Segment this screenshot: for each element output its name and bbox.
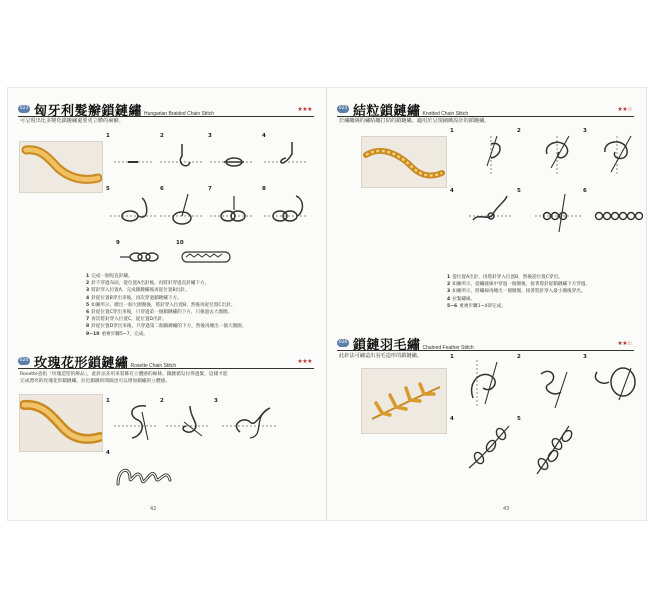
section-title: 鎖鏈羽毛繡 Chained Feather Stitch — [353, 338, 474, 353]
right-page — [327, 88, 646, 520]
step-number: 3 — [583, 354, 587, 360]
section-header — [327, 336, 646, 354]
instruction-item: 1 從位置A出針，再將針穿入位置B，然後從位置C穿出。 — [447, 275, 563, 280]
step-number: 2 — [517, 128, 521, 134]
left-page — [8, 88, 326, 520]
page-number: 43 — [503, 506, 510, 512]
step-number: 4 — [106, 450, 110, 456]
instruction-item: 3 將針穿入位置A，完成鎖鏈繡後再從位置B出針。 — [86, 288, 190, 294]
step-diagram-3 — [597, 132, 647, 180]
header-rule — [337, 350, 634, 351]
step-diagram-7 — [208, 192, 258, 234]
section-title: 玫瑰花形鎖鏈繡 Rosette Chain Stitch — [34, 356, 177, 371]
section-title: 匈牙利髮辮鎖鏈繡 Hungarian Braided Chain Stitch — [34, 104, 215, 119]
section-description: 可呈現出比多變化鎖鏈繡還要更立體的麻辮。 — [20, 118, 124, 124]
instruction-item: 8 針從位置D穿出來後，只穿過第二個鎖鏈繡的下方，然後再總出一個大圈圈。 — [86, 324, 247, 330]
section-description: 此針法可繡造出羽毛造形的鎖鏈繡。 — [339, 353, 423, 359]
step-diagram-3 — [589, 358, 645, 410]
step-number: 1 — [450, 128, 454, 134]
difficulty-stars: ★★☆ — [617, 340, 632, 347]
step-diagram-4 — [262, 140, 312, 180]
section-knotted-chain — [327, 96, 646, 336]
instruction-item: 2 如圖所示，從繡縫線中穿過一個圈後，接著將針從鎖鏈繡下方穿過。 — [447, 282, 591, 288]
instruction-item: 3 如圖所示，將繡線再總出一個圈圈，接著將針穿入最小圈後穿出。 — [447, 289, 586, 295]
step-number: 3 — [583, 128, 587, 134]
step-number: 1 — [106, 398, 110, 404]
step-number: 1 — [450, 354, 454, 360]
step-diagram-5 — [108, 192, 160, 234]
header-rule — [337, 116, 634, 117]
step-number: 6 — [160, 186, 164, 192]
difficulty-stars: ★★★ — [297, 106, 312, 113]
instruction-item: 4 針從位置B穿出來後，再次穿過鎖鏈繡下方。 — [86, 295, 182, 301]
difficulty-stars: ★★★ — [297, 358, 312, 365]
instruction-item: 7 再次將針穿入位置C，從位置D出針。 — [86, 317, 167, 323]
step-number: 8 — [262, 186, 266, 192]
step-diagram-4 — [467, 192, 517, 240]
step-diagram-1 — [461, 358, 515, 410]
step-number: 2 — [517, 354, 521, 360]
section-title-en: Rosette Chain Stitch — [130, 363, 177, 369]
instruction-item: 6 針從位置C穿出來後，只穿過第一個鎖鏈繡的下方，只換過去大圈圈。 — [86, 310, 233, 316]
section-description: Rosette意指「玫瑰造型的飾品」，此針法多用來裝飾有立體感的線條。鎖鏈循勾拉得過緊，這樣才能 完成漂亮的玫瑰花形鎖鏈繡。拉近鎖鏈的間隔也可以增加鎖繡的立體感。 — [20, 372, 228, 384]
step-diagram-2 — [164, 402, 212, 446]
section-title: 結粒鎖鏈繡 Knotted Chain Stitch — [353, 104, 469, 119]
step-diagram-2 — [527, 358, 581, 410]
step-number: 5 — [517, 416, 521, 422]
section-rosette-chain — [8, 354, 326, 514]
step-diagram-4 — [112, 454, 184, 494]
step-number: 3 — [208, 133, 212, 139]
sample-photo — [19, 141, 103, 193]
instruction-item: 5 如圖所示，總出一個大圈圈後，將針穿入位置B，然後再從位置C出針。 — [86, 302, 236, 308]
step-diagram-3 — [220, 402, 280, 446]
step-number: 9 — [116, 240, 120, 246]
sample-photo — [19, 394, 103, 452]
step-diagram-1 — [108, 140, 158, 180]
section-title-en: Chained Feather Stitch — [422, 345, 474, 351]
step-number: 7 — [208, 186, 212, 192]
step-diagram-6 — [591, 192, 645, 240]
section-header — [8, 354, 326, 372]
step-number: 5 — [517, 188, 521, 194]
page-number: 42 — [150, 506, 157, 512]
feather-sample-icon — [362, 369, 446, 433]
step-diagram-5 — [533, 192, 587, 240]
step-diagram-4 — [463, 420, 517, 474]
sample-photo — [361, 368, 447, 434]
step-number: 4 — [262, 133, 266, 139]
step-diagram-9 — [116, 246, 172, 268]
rosette-chain-sample-icon — [20, 395, 102, 451]
section-badge: 023 — [19, 106, 29, 111]
header-rule — [18, 116, 314, 117]
step-number: 6 — [583, 188, 587, 194]
section-title-en: Hungarian Braided Chain Stitch — [144, 111, 215, 117]
section-title-en: Knotted Chain Stitch — [422, 111, 469, 117]
instruction-item: 5~6 重複步驟1~4即完成。 — [447, 303, 506, 309]
step-number: 3 — [214, 398, 218, 404]
step-number: 2 — [160, 133, 164, 139]
section-hungarian-braided — [8, 96, 326, 356]
step-number: 4 — [450, 416, 454, 422]
section-badge: 024 — [19, 358, 29, 363]
difficulty-stars: ★★☆ — [617, 106, 632, 113]
section-badge: 026 — [338, 340, 348, 345]
instruction-item: 4 拉緊繡線。 — [447, 296, 476, 302]
instruction-item: 9~10 重複步驟5~7，完成。 — [86, 331, 148, 337]
step-number: 10 — [176, 240, 184, 246]
step-number: 2 — [160, 398, 164, 404]
section-chained-feather — [327, 332, 646, 512]
step-number: 5 — [106, 186, 110, 192]
instruction-item: 1 完成一個短直針繡。 — [86, 274, 133, 279]
header-rule — [18, 368, 314, 369]
step-diagram-8 — [262, 192, 312, 234]
instruction-list — [86, 273, 246, 338]
instruction-item: 2 針不穿過布面，從位置A出針後，再將針穿過直針繡下方。 — [86, 281, 210, 287]
step-number: 1 — [106, 133, 110, 139]
instruction-list — [447, 274, 590, 310]
section-description: 於繡纏繞的繡結纏打結的鎖鏈繡。適用於呈現細緻設計的鎖鏈繡。 — [339, 118, 490, 124]
step-diagram-6 — [158, 192, 208, 234]
step-diagram-1 — [467, 132, 517, 180]
section-badge: 025 — [338, 106, 348, 111]
step-number: 4 — [450, 188, 454, 194]
knotted-chain-sample-icon — [362, 137, 446, 187]
step-diagram-3 — [208, 140, 258, 180]
step-diagram-2 — [158, 140, 208, 180]
step-diagram-2 — [533, 132, 583, 180]
braided-chain-sample-icon — [20, 142, 102, 192]
step-diagram-10 — [176, 246, 236, 268]
step-diagram-1 — [112, 402, 160, 446]
step-diagram-5 — [527, 420, 581, 478]
sample-photo — [361, 136, 447, 188]
